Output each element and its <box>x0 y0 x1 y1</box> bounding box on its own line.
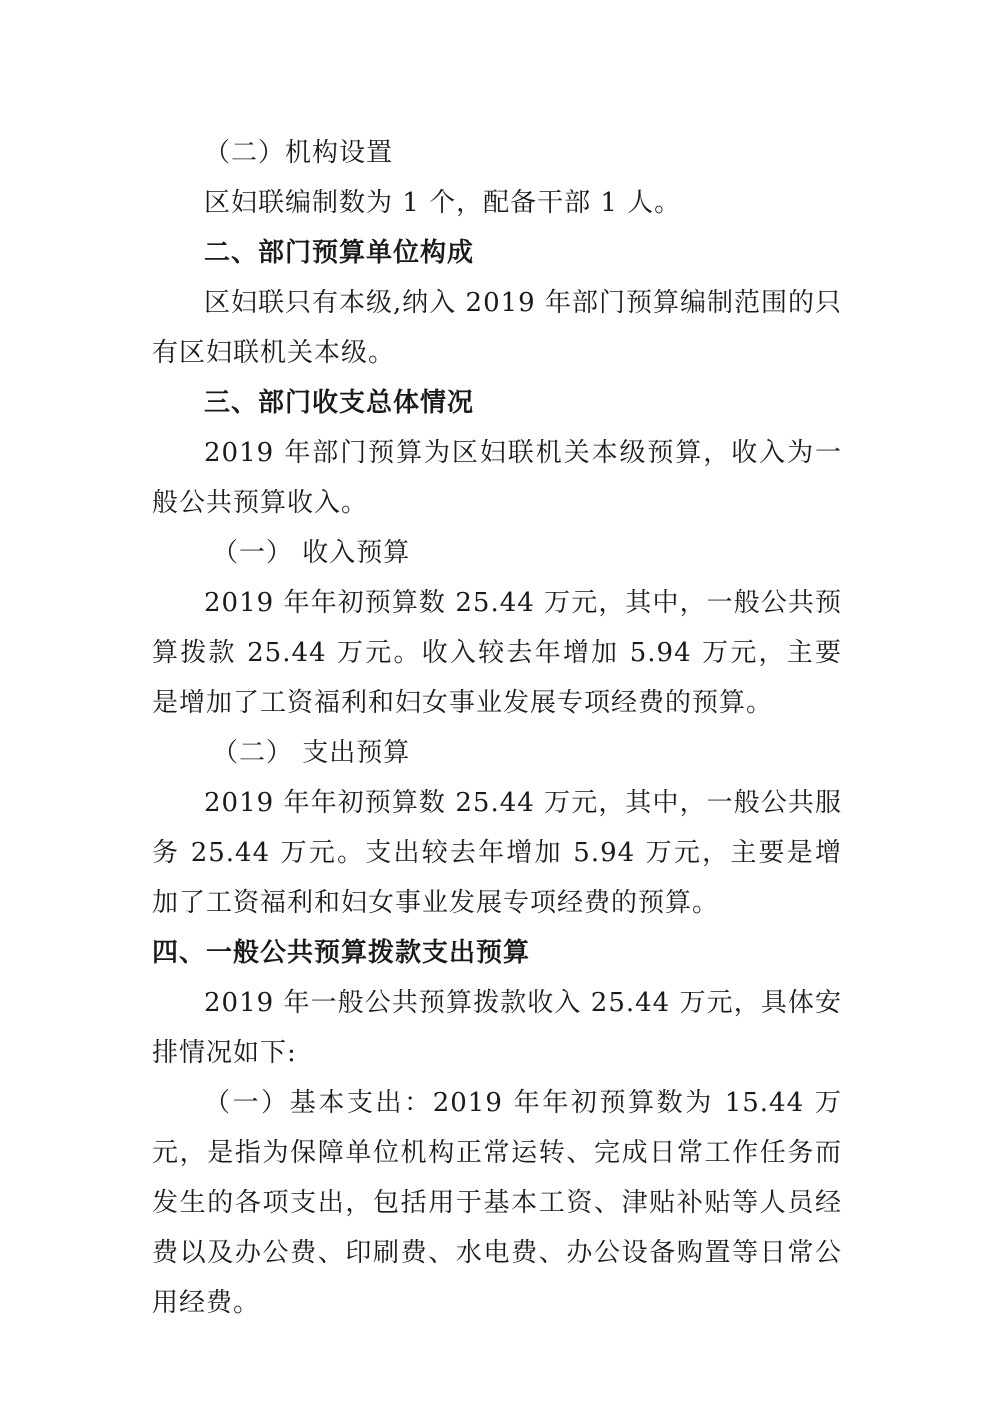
general-public-budget-text: 2019 年一般公共预算拨款收入 25.44 万元，具体安排情况如下: <box>152 988 842 1068</box>
section-heading-institution: （二）机构设置 <box>204 138 394 168</box>
heading-overall-budget: 三、部门收支总体情况 <box>204 388 475 418</box>
heading-unit-composition: 二、部门预算单位构成 <box>204 238 475 268</box>
heading-general-public-budget: 四、一般公共预算拨款支出预算 <box>152 938 531 968</box>
overall-budget-text: 2019 年部门预算为区妇联机关本级预算，收入为一般公共预算收入。 <box>152 438 842 518</box>
section-heading-expense: （二） 支出预算 <box>212 738 411 768</box>
document-body <box>152 128 842 1328</box>
section-heading-income: （一） 收入预算 <box>212 538 411 568</box>
institution-text: 区妇联编制数为 1 个，配备干部 1 人。 <box>204 188 682 218</box>
income-text: 2019 年年初预算数 25.44 万元，其中，一般公共预算拨款 25.44 万元。收入较去年增加 5.94 万元，主要是增加了工资福利和妇女事业发展专项经费的预算。 <box>152 588 842 718</box>
unit-composition-text: 区妇联只有本级,纳入 2019 年部门预算编制范围的只有区妇联机关本级。 <box>152 288 842 368</box>
basic-expense-text: （一）基本支出：2019 年年初预算数为 15.44 万元，是指为保障单位机构正常运转、完成日常工作任务而发生的各项支出，包括用于基本工资、津贴补贴等人员经费以及办公费、印刷费、水电费、办公设备购置等日常公用经费。 <box>152 1088 842 1318</box>
expense-text: 2019 年年初预算数 25.44 万元，其中，一般公共服务 25.44 万元。支出较去年增加 5.94 万元，主要是增加了工资福利和妇女事业发展专项经费的预算。 <box>152 788 842 918</box>
